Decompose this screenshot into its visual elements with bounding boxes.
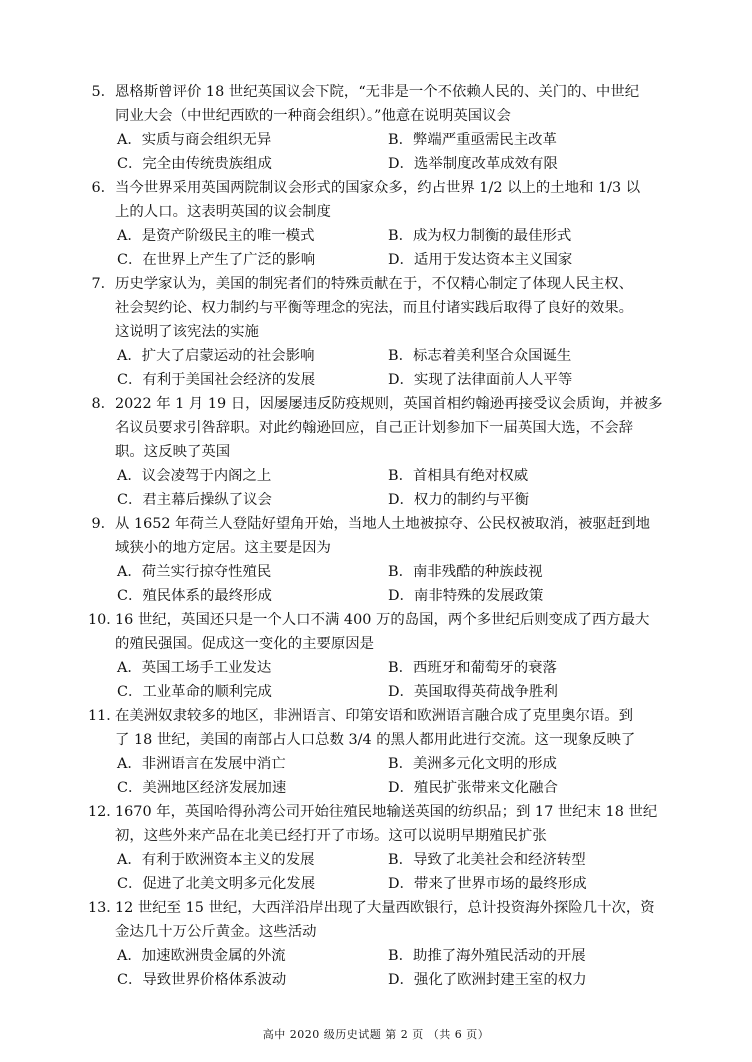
option-C: C．工业革命的顺利完成 [117,684,272,700]
option-D: D．南非特殊的发展政策 [388,588,544,604]
option-C: C．美洲地区经济发展加速 [117,780,287,796]
question-number: 9． [91,516,115,532]
option-D: D．实现了法律面前人人平等 [388,372,573,388]
question-stem-text: 2022 年 1 月 19 日，因屡屡违反防疫规则，英国首相约翰逊再接受议会质询，并被多 [115,396,663,412]
question-stem-line: 初，这些外来产品在北美已经打开了市场。这可以说明早期殖民扩张 [115,828,547,844]
question-number: 11． [88,708,121,724]
question-stem-text: 历史学家认为，美国的制宪者们的特殊贡献在于，不仅精心制定了体现人民主权、 [115,276,634,292]
question-stem-line: 域狭小的地方定居。这主要是因为 [115,540,331,556]
option-A: A．有利于欧洲资本主义的发展 [117,852,315,868]
question-stem-line: 上的人口。这表明英国的议会制度 [115,204,331,220]
question-stem-text: 在美洲奴隶较多的地区，非洲语言、印第安语和欧洲语言融合成了克里奥尔语。到 [115,708,634,724]
option-D: D．殖民扩张带来文化融合 [388,780,558,796]
question-stem-line: 的殖民强国。促成这一变化的主要原因是 [115,636,375,652]
option-B: B．弊端严重亟需民主改革 [388,132,557,148]
option-B: B．首相具有绝对权威 [388,468,529,484]
question-stem-line [88,176,640,200]
option-D: D．选举制度改革成效有限 [388,156,558,172]
question-stem-line: 同业大会（中世纪西欧的一种商会组织）。”他意在说明英国议会 [115,108,511,124]
question-stem-text: 12 世纪至 15 世纪，大西洋沿岸出现了大量西欧银行，总计投资海外探险几十次，资 [115,900,655,916]
option-B: B．西班牙和葡萄牙的衰落 [388,660,557,676]
question-stem-text: 从 1652 年荷兰人登陆好望角开始，当地人土地被掠夺、公民权被取消，被驱赶到地 [115,516,651,532]
question-stem-line [88,512,650,536]
question-stem-line: 了 18 世纪，美国的南部占人口总数 3/4 的黑人都用此进行交流。这一现象反映了 [115,732,636,748]
question-number: 10． [88,612,121,628]
option-A: A．是资产阶级民主的唯一模式 [117,228,315,244]
option-B: B．南非残酷的种族歧视 [388,564,543,580]
option-A: A．实质与商会组织无异 [117,132,272,148]
question-stem-text: 当今世界采用英国两院制议会形式的国家众多，约占世界 1∕2 以上的土地和 1/3 以 [115,180,641,196]
option-C: C．完全由传统贵族组成 [117,156,272,172]
option-A: A．荷兰实行掠夺性殖民 [117,564,272,580]
option-B: B．成为权力制衡的最佳形式 [388,228,572,244]
option-C: C．君主幕后操纵了议会 [117,492,272,508]
question-stem-line [88,896,655,920]
option-D: D．强化了欧洲封建王室的权力 [388,972,587,988]
option-C: C．促进了北美文明多元化发展 [117,876,316,892]
question-stem-line [88,272,633,296]
question-stem-line: 这说明了该宪法的实施 [115,324,259,340]
question-stem-line: 社会契约论、权力制约与平衡等理念的宪法，而且付诸实践后取得了良好的效果。 [115,300,634,316]
question-stem-line [88,608,649,632]
question-stem-text: 恩格斯曾评价 18 世纪英国议会下院，“无非是一个不依赖人民的、关门的、中世纪 [115,84,640,100]
question-number: 12． [88,804,121,820]
option-D: D．权力的制约与平衡 [388,492,530,508]
option-C: C．殖民体系的最终形成 [117,588,272,604]
question-stem-line [88,392,662,416]
question-number: 13． [88,900,121,916]
option-C: C．有利于美国社会经济的发展 [117,372,316,388]
question-stem-line [88,800,657,824]
question-stem-line [88,80,639,104]
question-stem-line [88,704,633,728]
option-A: A．非洲语言在发展中消亡 [117,756,286,772]
option-A: A．议会凌驾于内阁之上 [117,468,272,484]
option-A: A．英国工场手工业发达 [117,660,272,676]
question-stem-text: 1670 年，英国哈得孙湾公司开始往殖民地输送英国的纺织品；到 17 世纪末 18 世纪 [115,804,658,820]
option-B: B．助推了海外殖民活动的开展 [388,948,586,964]
option-C: C．在世界上产生了广泛的影响 [117,252,316,268]
page-footer: 高中 2020 级历史试题 第 2 页 （共 6 页） [262,1028,490,1041]
option-A: A．加速欧洲贵金属的外流 [117,948,286,964]
option-B: B．导致了北美社会和经济转型 [388,852,586,868]
question-stem-line: 职。这反映了英国 [115,444,231,460]
option-D: D．适用于发达资本主义国家 [388,252,573,268]
option-A: A．扩大了启蒙运动的社会影响 [117,348,315,364]
question-number: 6． [91,180,115,196]
option-C: C．导致世界价格体系波动 [117,972,287,988]
question-number: 8． [91,396,115,412]
question-stem-text: 16 世纪，英国还只是一个人口不满 400 万的岛国，两个多世纪后则变成了西方最大 [115,612,650,628]
option-B: B．标志着美利坚合众国诞生 [388,348,572,364]
option-B: B．美洲多元化文明的形成 [388,756,557,772]
option-D: D．带来了世界市场的最终形成 [388,876,587,892]
question-stem-line: 名议员要求引咎辞职。对此约翰逊回应，自己正计划参加下一届英国大选，不会辞 [115,420,634,436]
question-number: 5． [91,84,115,100]
question-number: 7． [91,276,115,292]
option-D: D．英国取得英荷战争胜利 [388,684,558,700]
question-stem-line: 金达几十万公斤黄金。这些活动 [115,924,317,940]
